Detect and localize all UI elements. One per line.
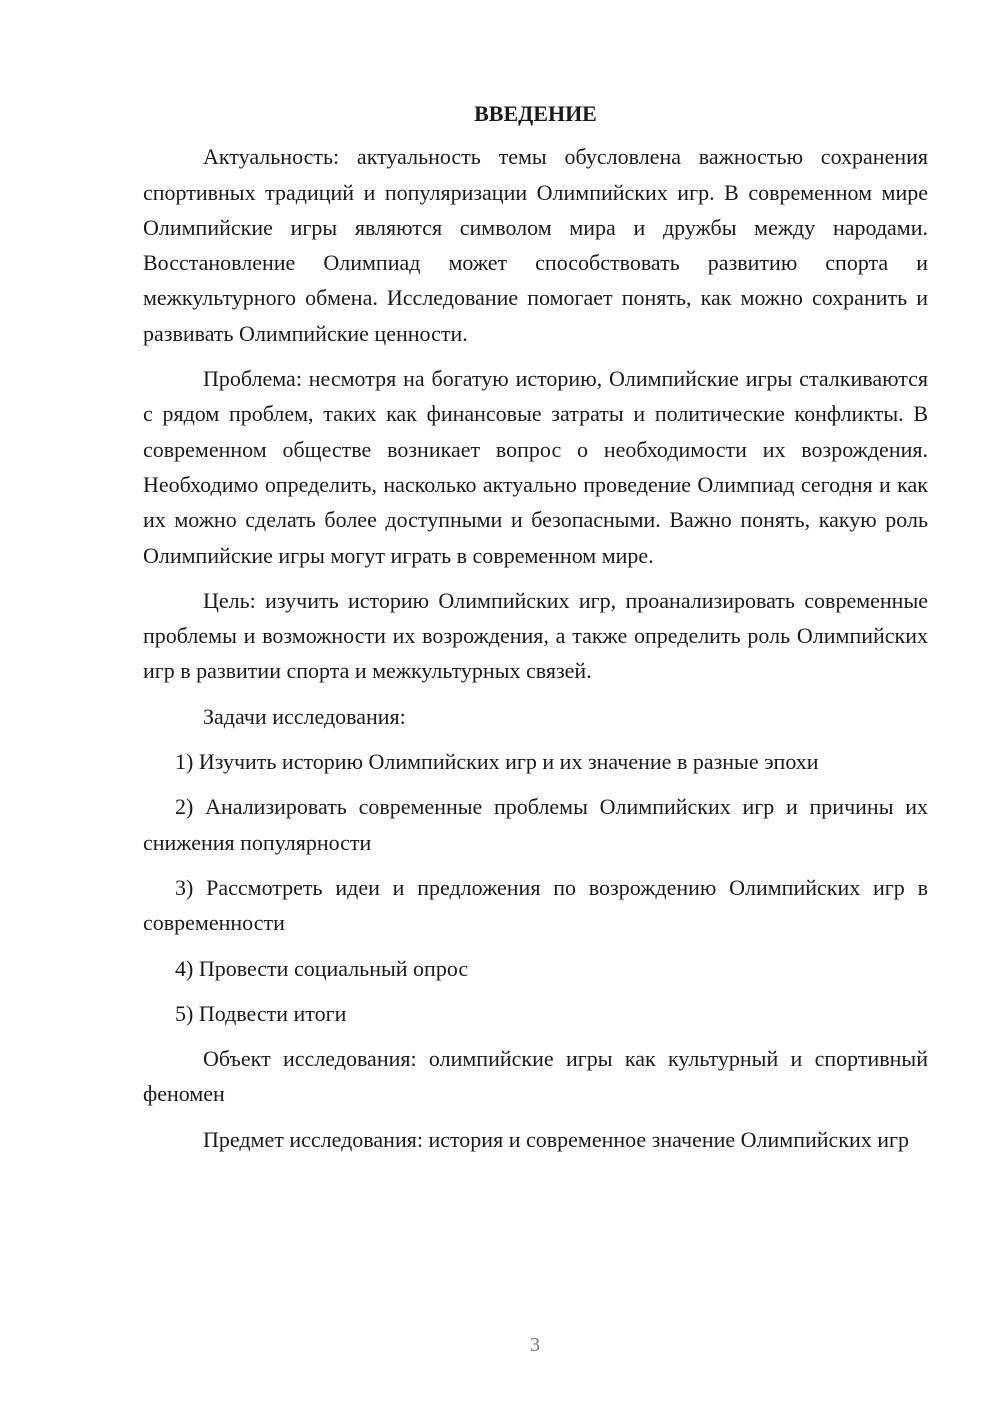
paragraph-problem: Проблема: несмотря на богатую историю, Олимпийские игры сталкиваются с рядом проблем, таких как финансовые затраты и политические конфликты. В современном обществе возникает вопрос о необходимости их возрождения. Необходимо определить, насколько актуально проведение Олимпиад сегодня и как их можно сделать более доступными и безопасными. Важно понять, какую роль Олимпийские игры могут играть в современном мире. <box>143 366 928 568</box>
tasks-heading: Задачи исследования: <box>203 703 406 729</box>
task-item: 3) Рассмотреть идеи и предложения по возрождению Олимпийских игр в современности <box>143 874 928 936</box>
task-item: 4) Провести социальный опрос <box>175 955 469 981</box>
paragraph-object: Объект исследования: олимпийские игры как культурный и спортивный феномен <box>143 1046 928 1107</box>
page-content <box>143 96 928 1167</box>
paragraph-relevance: Актуальность: актуальность темы обусловлена важностью сохранения спортивных традиций и популяризации Олимпийских игр. В современном мире Олимпийские игры являются символом мира и дружбы между народами. Восстановление Олимпиад может способствовать развитию спорта и межкультурного обмена. Исследование помогает понять, как можно сохранить и развивать Олимпийские ценности. <box>143 144 928 346</box>
page-number: 3 <box>530 1334 540 1356</box>
task-item: 1) Изучить историю Олимпийских игр и их значение в разные эпохи <box>175 749 819 775</box>
section-heading: ВВЕДЕНИЕ <box>474 101 597 126</box>
paragraph-goal: Цель: изучить историю Олимпийских игр, проанализировать современные проблемы и возможности их возрождения, а также определить роль Олимпийских игр в развитии спорта и межкультурных связей. <box>143 587 928 684</box>
paragraph-subject: Предмет исследования: история и современное значение Олимпийских игр <box>203 1126 910 1152</box>
task-item: 5) Подвести итоги <box>175 1000 347 1026</box>
task-item: 2) Анализировать современные проблемы Олимпийских игр и причины их снижения популярности <box>143 794 928 855</box>
